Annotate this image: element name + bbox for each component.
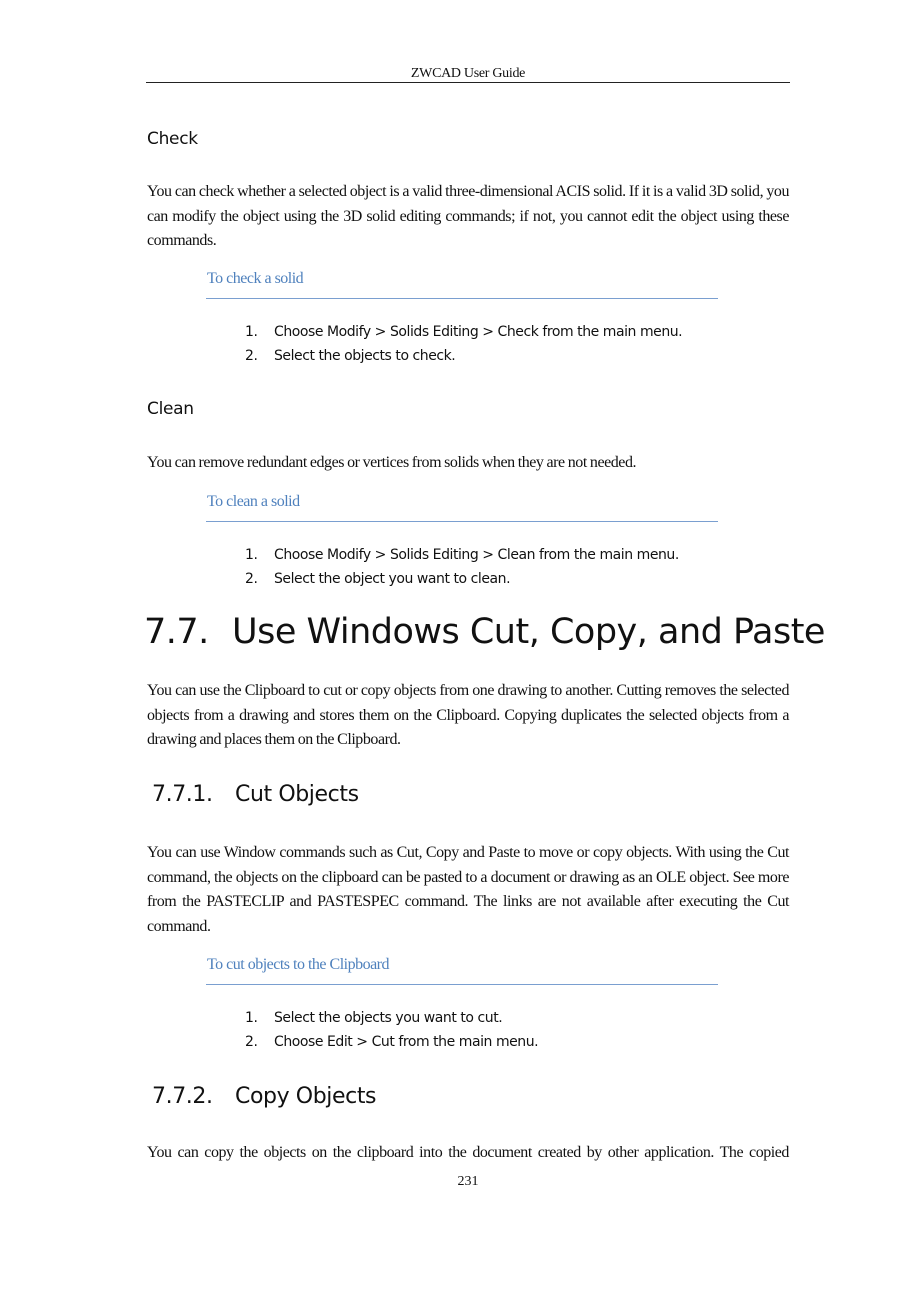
procedure-divider bbox=[206, 984, 718, 985]
heading-clean: Clean bbox=[147, 399, 194, 419]
heading-check: Check bbox=[147, 129, 198, 149]
header-divider bbox=[146, 82, 790, 83]
page-number: 231 bbox=[457, 1174, 479, 1189]
section-heading-7-7-2 bbox=[152, 1084, 376, 1109]
running-header: ZWCAD User Guide bbox=[410, 66, 526, 81]
procedure-title-clean: To clean a solid bbox=[207, 493, 300, 510]
list-item: 2. Choose Edit > Cut from the main menu. bbox=[245, 1034, 539, 1050]
paragraph-check: You can check whether a selected object is a valid three-dimensional ACIS solid. If it is a valid 3D solid, you can modify the object using the 3D solid editing commands; if not, you cannot edit the object using these commands. bbox=[147, 183, 789, 249]
section-title: Cut Objects bbox=[235, 782, 359, 807]
procedure-divider bbox=[206, 298, 718, 299]
section-number: 7.7.2. bbox=[152, 1084, 213, 1109]
steps-list-cut bbox=[245, 1006, 538, 1054]
section-title: Copy Objects bbox=[235, 1084, 377, 1109]
paragraph-cut-copy-paste: You can use the Clipboard to cut or copy objects from one drawing to another. Cutting removes the selected objects from a drawing and stores them on the Clipboard. Copying duplicates the selected objects from a drawing and places them on the Clipboard. bbox=[147, 682, 789, 748]
procedure-title-check: To check a solid bbox=[207, 270, 304, 287]
list-item: 1. Select the objects you want to cut. bbox=[245, 1010, 503, 1026]
section-number: 7.7.1. bbox=[152, 782, 213, 807]
paragraph-copy-objects: You can copy the objects on the clipboard into the document created by other application. The copied bbox=[147, 1144, 789, 1161]
paragraph-clean: You can remove redundant edges or vertices from solids when they are not needed. bbox=[147, 454, 637, 471]
list-item: 1. Choose Modify > Solids Editing > Clean from the main menu. bbox=[245, 547, 679, 563]
steps-list-clean bbox=[245, 543, 679, 591]
section-number: 7.7. bbox=[144, 612, 209, 652]
procedure-divider bbox=[206, 521, 718, 522]
list-item: 2. Select the object you want to clean. bbox=[245, 571, 511, 587]
list-item: 1. Choose Modify > Solids Editing > Check from the main menu. bbox=[245, 324, 683, 340]
section-heading-7-7 bbox=[144, 612, 825, 652]
steps-list-check bbox=[245, 320, 682, 368]
section-title: Use Windows Cut, Copy, and Paste bbox=[232, 612, 825, 652]
procedure-title-cut: To cut objects to the Clipboard bbox=[207, 956, 390, 973]
section-heading-7-7-1 bbox=[152, 782, 359, 807]
paragraph-cut-objects: You can use Window commands such as Cut, Copy and Paste to move or copy objects. With using the Cut command, the objects on the clipboard can be pasted to a document or drawing as an OLE object. See more from the PASTECLIP and PASTESPEC command. The links are not available after executing the Cut command. bbox=[147, 844, 789, 935]
list-item: 2. Select the objects to check. bbox=[245, 348, 456, 364]
